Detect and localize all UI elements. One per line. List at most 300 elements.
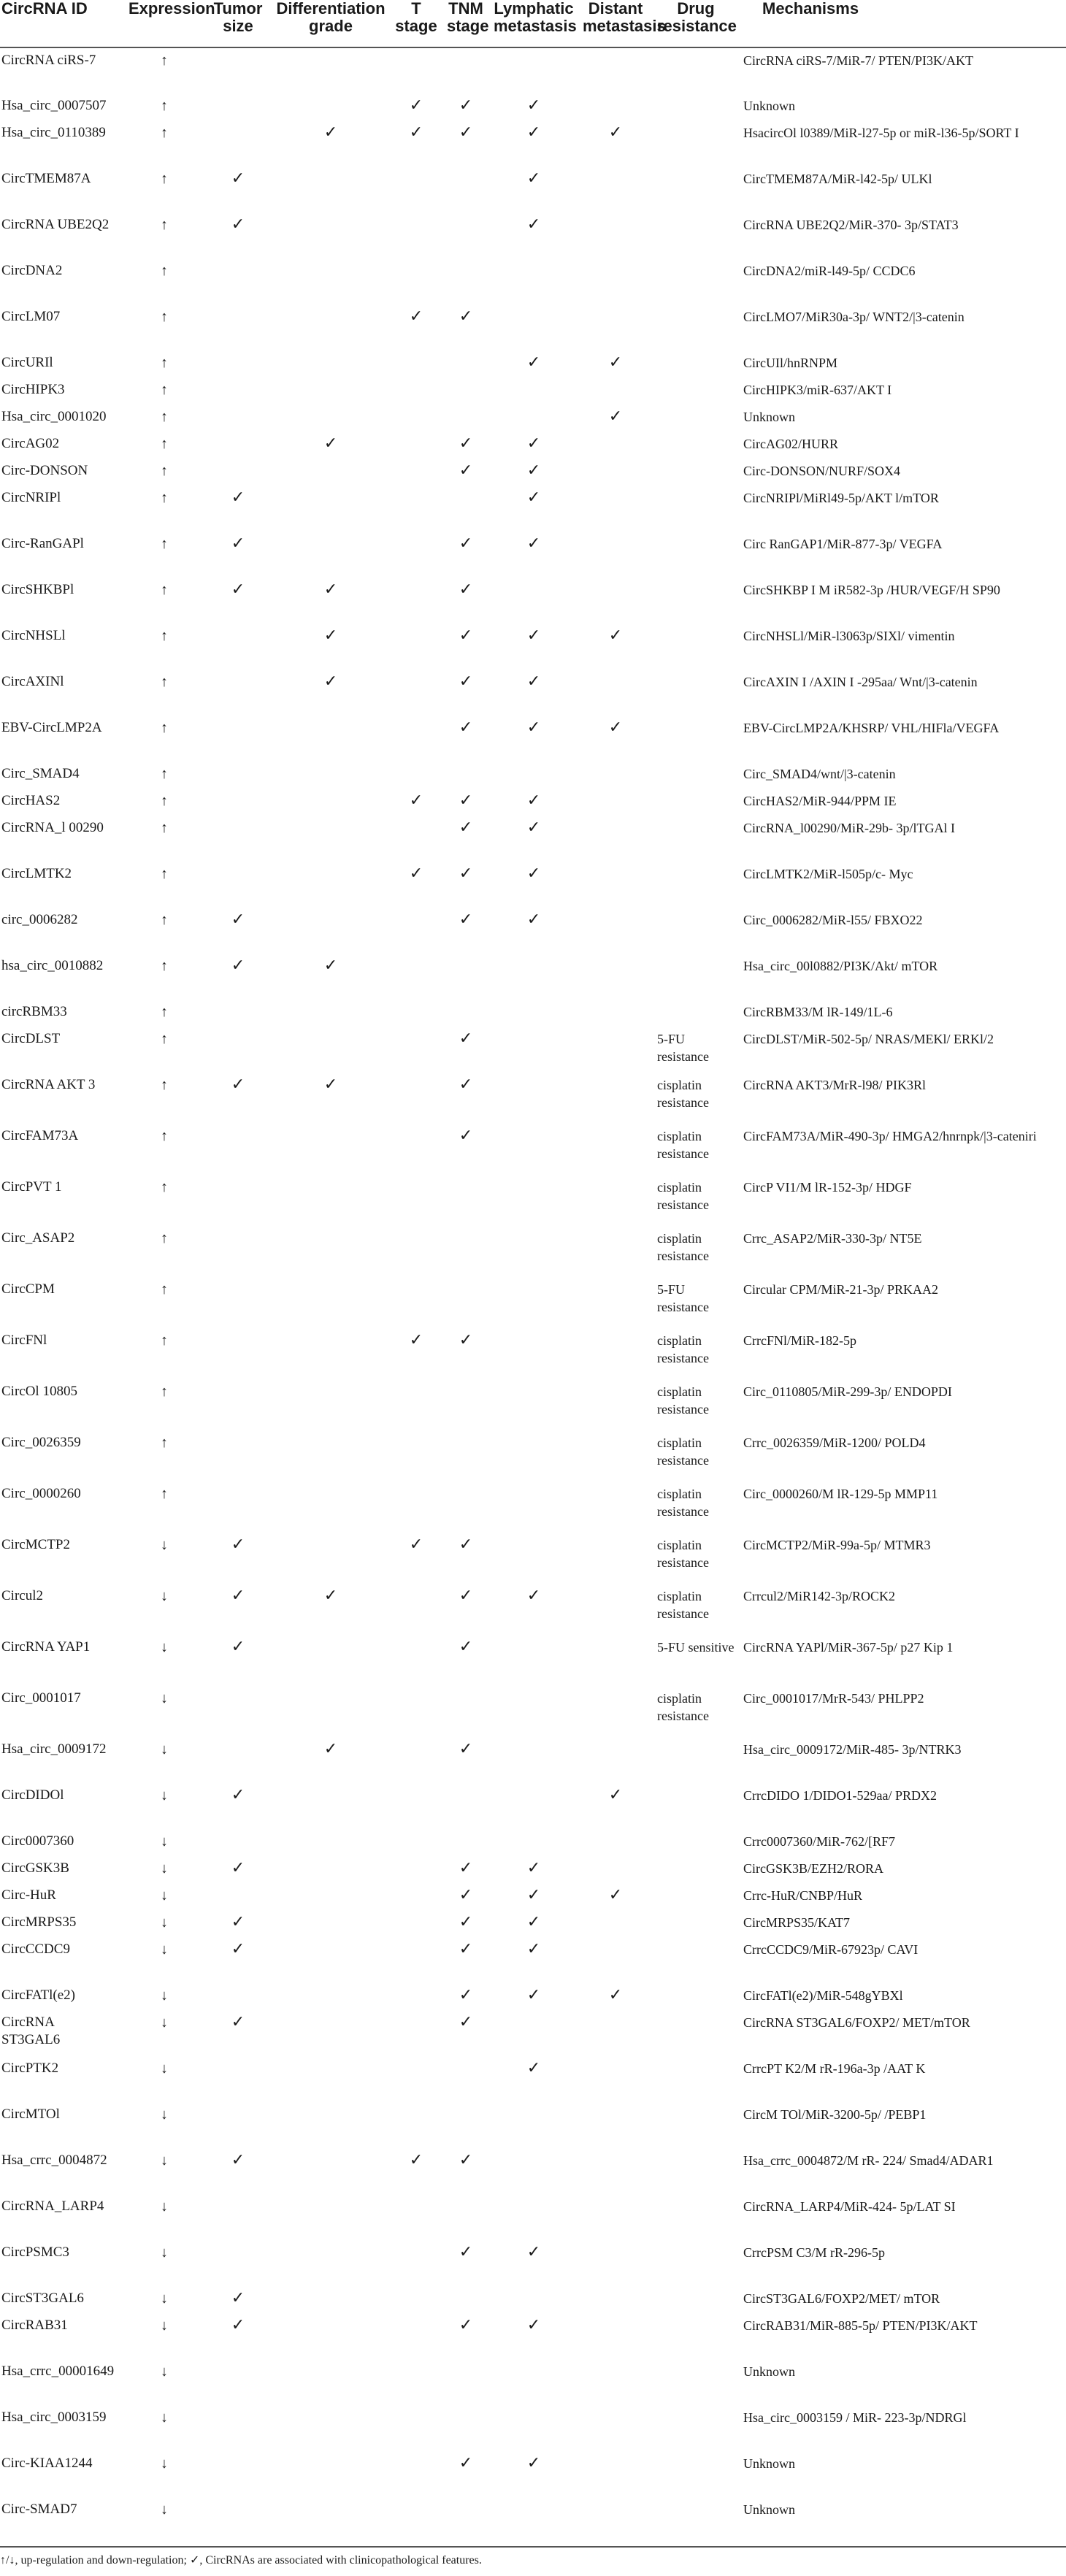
check-mark-icon: ✓: [409, 96, 423, 115]
table-body: [0, 47, 1066, 2543]
drug-resistance-cell: cisplatin resistance: [657, 1078, 709, 1110]
tumor-size-cell: [204, 93, 272, 120]
differentiation-grade-cell: [272, 459, 390, 486]
distant-metastasis-cell: [578, 1226, 653, 1277]
expression-cell: ↑: [161, 1486, 168, 1502]
check-mark-icon: ✓: [526, 1886, 541, 1904]
differentiation-grade-cell: [272, 1175, 390, 1226]
mechanisms-cell: Crrc0007360/MiR-762/[RF7: [743, 1834, 896, 1849]
tnm-stage-cell: [442, 258, 489, 304]
t-stage-cell: [390, 1883, 442, 1910]
check-mark-icon: ✓: [409, 123, 423, 142]
distant-metastasis-cell: [578, 1175, 653, 1226]
distant-metastasis-cell: [578, 2194, 653, 2240]
tumor-size-cell: [204, 908, 272, 954]
mechanisms-cell: CircMRPS35/KAT7: [743, 1915, 851, 1930]
check-mark-icon: ✓: [459, 1859, 473, 1877]
tumor-size-cell: [204, 1073, 272, 1124]
tumor-size-cell: [204, 1737, 272, 1783]
table-row: [0, 1000, 1066, 1027]
drug-resistance-cell: 5-FU sensitive: [657, 1640, 735, 1655]
check-mark-icon: ✓: [608, 1986, 623, 2004]
drug-resistance-cell: [653, 2056, 739, 2102]
check-mark-icon: ✓: [231, 2316, 245, 2334]
circrna-id-cell: CircHAS2: [1, 793, 61, 808]
tumor-size-cell: [204, 1124, 272, 1175]
lymphatic-metastasis-cell: [489, 304, 578, 350]
lymphatic-metastasis-cell: [489, 862, 578, 908]
circrna-id-cell: Circ_0000260: [1, 1486, 81, 1501]
table-row: [0, 258, 1066, 304]
table-row: [0, 1856, 1066, 1883]
expression-cell: ↑: [161, 1128, 168, 1144]
check-mark-icon: ✓: [526, 1587, 541, 1605]
expression-cell: ↑: [161, 263, 168, 279]
differentiation-grade-cell: [272, 350, 390, 377]
check-mark-icon: ✓: [231, 2151, 245, 2169]
table-row: [0, 624, 1066, 670]
distant-metastasis-cell: [578, 1379, 653, 1430]
check-mark-icon: ✓: [231, 1638, 245, 1656]
tnm-stage-cell: [442, 2286, 489, 2313]
circrna-id-cell: CircSHKBPl: [1, 582, 74, 597]
check-mark-icon: ✓: [231, 215, 245, 234]
drug-resistance-cell: [653, 166, 739, 212]
circrna-id-cell: CircRNA AKT 3: [1, 1077, 96, 1092]
differentiation-grade-cell: [272, 1533, 390, 1584]
circrna-id-cell: CircCCDC9: [1, 1941, 70, 1957]
expression-cell: ↓: [161, 2199, 168, 2215]
tumor-size-cell: [204, 862, 272, 908]
circrna-id-cell: Circ0007360: [1, 1833, 74, 1849]
check-mark-icon: ✓: [459, 461, 473, 480]
differentiation-grade-cell: [272, 1983, 390, 2010]
distant-metastasis-cell: [578, 2056, 653, 2102]
mechanisms-cell: Circ-DONSON/NURF/SOX4: [743, 464, 901, 478]
tnm-stage-cell: [442, 1856, 489, 1883]
expression-cell: ↑: [161, 1031, 168, 1047]
lymphatic-metastasis-cell: [489, 1783, 578, 1829]
tumor-size-cell: [204, 1829, 272, 1856]
table-row: [0, 1783, 1066, 1829]
tnm-stage-cell: [442, 212, 489, 258]
expression-cell: ↑: [161, 1230, 168, 1246]
mechanisms-cell: CrrcFNl/MiR-182-5p: [743, 1333, 856, 1348]
lymphatic-metastasis-cell: [489, 1737, 578, 1783]
t-stage-cell: [390, 2194, 442, 2240]
check-mark-icon: ✓: [231, 534, 245, 553]
expression-cell: ↑: [161, 912, 168, 928]
check-mark-icon: ✓: [608, 407, 623, 426]
mechanisms-cell: CircSHKBP I M iR582-3p /HUR/VEGF/H SP90: [743, 583, 1000, 597]
lymphatic-metastasis-cell: [489, 1481, 578, 1533]
check-mark-icon: ✓: [459, 718, 473, 737]
differentiation-grade-cell: [272, 908, 390, 954]
tumor-size-cell: [204, 405, 272, 432]
distant-metastasis-cell: [578, 908, 653, 954]
table-row: [0, 1737, 1066, 1783]
tumor-size-cell: [204, 1000, 272, 1027]
drug-resistance-cell: cisplatin resistance: [657, 1538, 709, 1570]
tnm-stage-cell: [442, 1430, 489, 1481]
differentiation-grade-cell: [272, 1226, 390, 1277]
drug-resistance-cell: cisplatin resistance: [657, 1691, 709, 1723]
lymphatic-metastasis-cell: [489, 258, 578, 304]
header-label: Distant metastasis: [583, 0, 666, 35]
tumor-size-cell: [204, 2313, 272, 2359]
table-row: [0, 2497, 1066, 2543]
expression-cell: ↑: [161, 582, 168, 598]
drug-resistance-cell: [653, 93, 739, 120]
lymphatic-metastasis-cell: [489, 908, 578, 954]
distant-metastasis-cell: [578, 47, 653, 93]
table-row: [0, 670, 1066, 716]
t-stage-cell: [390, 1983, 442, 2010]
tumor-size-cell: [204, 1027, 272, 1073]
tnm-stage-cell: [442, 2010, 489, 2056]
t-stage-cell: [390, 954, 442, 1000]
check-mark-icon: ✓: [459, 580, 473, 599]
distant-metastasis-cell: [578, 1430, 653, 1481]
drug-resistance-cell: [653, 532, 739, 578]
mechanisms-cell: CircHIPK3/miR-637/AKT I: [743, 383, 892, 397]
circrna-id-cell: CircRNA_l 00290: [1, 820, 104, 835]
drug-resistance-cell: [653, 716, 739, 762]
tnm-stage-cell: [442, 1073, 489, 1124]
circrna-id-cell: Circul2: [1, 1588, 43, 1603]
distant-metastasis-cell: [578, 1983, 653, 2010]
expression-cell: ↑: [161, 958, 168, 974]
expression-cell: ↑: [161, 98, 168, 114]
drug-resistance-cell: [653, 578, 739, 624]
lymphatic-metastasis-cell: [489, 716, 578, 762]
check-mark-icon: ✓: [459, 1740, 473, 1758]
table-row: [0, 1073, 1066, 1124]
t-stage-cell: [390, 2148, 442, 2194]
check-mark-icon: ✓: [409, 1331, 423, 1349]
lymphatic-metastasis-cell: [489, 1983, 578, 2010]
drug-resistance-cell: [653, 816, 739, 862]
check-mark-icon: ✓: [526, 123, 541, 142]
check-mark-icon: ✓: [459, 2243, 473, 2261]
check-mark-icon: ✓: [526, 461, 541, 480]
expression-cell: ↓: [161, 1741, 168, 1757]
lymphatic-metastasis-cell: [489, 2194, 578, 2240]
lymphatic-metastasis-cell: [489, 624, 578, 670]
t-stage-cell: [390, 2359, 442, 2405]
expression-cell: ↓: [161, 1914, 168, 1931]
tnm-stage-cell: [442, 762, 489, 789]
differentiation-grade-cell: [272, 1829, 390, 1856]
t-stage-cell: [390, 166, 442, 212]
differentiation-grade-cell: [272, 166, 390, 212]
circrna-id-cell: CircRNA_LARP4: [1, 2199, 104, 2214]
circrna-id-cell: CircRNA YAP1: [1, 1639, 91, 1655]
check-mark-icon: ✓: [231, 488, 245, 507]
differentiation-grade-cell: [272, 2102, 390, 2148]
circrna-id-cell: CircAG02: [1, 436, 60, 451]
circrna-id-cell: Hsa_circ_0110389: [1, 125, 106, 140]
table-row: [0, 405, 1066, 432]
expression-cell: ↓: [161, 1787, 168, 1803]
circrna-id-cell: CircPTK2: [1, 2061, 59, 2076]
check-mark-icon: ✓: [323, 1740, 338, 1758]
mechanisms-cell: Circ_0006282/MiR-l55/ FBXO22: [743, 913, 923, 927]
header-row: [0, 0, 1066, 47]
drug-resistance-cell: [653, 486, 739, 532]
tumor-size-cell: [204, 258, 272, 304]
drug-resistance-cell: [653, 2451, 739, 2497]
circrna-id-cell: CircFNl: [1, 1333, 47, 1348]
check-mark-icon: ✓: [409, 791, 423, 810]
tumor-size-cell: [204, 1910, 272, 1937]
mechanisms-cell: Crrc-HuR/CNBP/HuR: [743, 1888, 863, 1903]
tumor-size-cell: [204, 2056, 272, 2102]
distant-metastasis-cell: [578, 120, 653, 166]
distant-metastasis-cell: [578, 1124, 653, 1175]
check-mark-icon: ✓: [231, 1076, 245, 1094]
drug-resistance-cell: 5-FU resistance: [657, 1282, 709, 1314]
mechanisms-cell: Hsa_circ_00l0882/PI3K/Akt/ mTOR: [743, 959, 938, 973]
t-stage-cell: [390, 816, 442, 862]
mechanisms-cell: Crrc_0026359/MiR-1200/ POLD4: [743, 1435, 926, 1450]
expression-cell: ↓: [161, 2153, 168, 2169]
mechanisms-cell: CircUIl/hnRNPM: [743, 356, 838, 370]
drug-resistance-cell: [653, 954, 739, 1000]
check-mark-icon: ✓: [231, 1536, 245, 1554]
distant-metastasis-cell: [578, 2359, 653, 2405]
differentiation-grade-cell: [272, 670, 390, 716]
t-stage-cell: [390, 2497, 442, 2543]
distant-metastasis-cell: [578, 459, 653, 486]
drug-resistance-cell: cisplatin resistance: [657, 1435, 709, 1468]
tnm-stage-cell: [442, 1533, 489, 1584]
lymphatic-metastasis-cell: [489, 212, 578, 258]
distant-metastasis-cell: [578, 2405, 653, 2451]
circrna-id-cell: Hsa_circ_0003159: [1, 2410, 107, 2425]
mechanisms-cell: CircLMO7/MiR30a-3p/ WNT2/|3-catenin: [743, 310, 965, 324]
mechanisms-cell: CrrcCCDC9/MiR-67923p/ CAVI: [743, 1942, 919, 1957]
t-stage-cell: [390, 1584, 442, 1635]
distant-metastasis-cell: [578, 670, 653, 716]
t-stage-cell: [390, 1910, 442, 1937]
differentiation-grade-cell: [272, 954, 390, 1000]
mechanisms-cell: CircM TOl/MiR-3200-5p/ /PEBP1: [743, 2107, 927, 2122]
check-mark-icon: ✓: [526, 215, 541, 234]
differentiation-grade-cell: [272, 762, 390, 789]
mechanisms-cell: CircTMEM87A/MiR-l42-5p/ ULKl: [743, 172, 932, 186]
lymphatic-metastasis-cell: [489, 670, 578, 716]
table-row: [0, 1910, 1066, 1937]
tumor-size-cell: [204, 1328, 272, 1379]
circrna-id-cell: Hsa_circ_0001020: [1, 409, 107, 424]
tnm-stage-cell: [442, 166, 489, 212]
lymphatic-metastasis-cell: [489, 1430, 578, 1481]
mechanisms-cell: CircFATl(e2)/MiR-548gYBXl: [743, 1988, 903, 2003]
header-label: Expression: [129, 0, 215, 18]
tnm-stage-cell: [442, 2148, 489, 2194]
expression-cell: ↑: [161, 720, 168, 736]
tumor-size-cell: [204, 2240, 272, 2286]
mechanisms-cell: Crrcul2/MiR142-3p/ROCK2: [743, 1589, 896, 1603]
tnm-stage-cell: [442, 2102, 489, 2148]
drug-resistance-cell: cisplatin resistance: [657, 1231, 709, 1263]
table-row: [0, 166, 1066, 212]
circrna-id-cell: CircHIPK3: [1, 382, 65, 397]
tumor-size-cell: [204, 459, 272, 486]
drug-resistance-cell: [653, 762, 739, 789]
differentiation-grade-cell: [272, 624, 390, 670]
header-circrna-id: [0, 0, 124, 47]
circrna-id-cell: CircNRIPl: [1, 490, 61, 505]
drug-resistance-cell: cisplatin resistance: [657, 1487, 709, 1519]
table-row: [0, 212, 1066, 258]
differentiation-grade-cell: [272, 1910, 390, 1937]
expression-cell: ↑: [161, 1077, 168, 1093]
table-row: [0, 1175, 1066, 1226]
check-mark-icon: ✓: [526, 1940, 541, 1958]
table-row: [0, 1328, 1066, 1379]
table-row: [0, 93, 1066, 120]
distant-metastasis-cell: [578, 1783, 653, 1829]
t-stage-cell: [390, 1328, 442, 1379]
table-row: [0, 2405, 1066, 2451]
drug-resistance-cell: [653, 1983, 739, 2010]
distant-metastasis-cell: [578, 1686, 653, 1737]
circrna-id-cell: CircDLST: [1, 1031, 61, 1046]
circrna-id-cell: Circ_0001017: [1, 1690, 81, 1706]
lymphatic-metastasis-cell: [489, 1937, 578, 1983]
t-stage-cell: [390, 1533, 442, 1584]
tumor-size-cell: [204, 1430, 272, 1481]
distant-metastasis-cell: [578, 1533, 653, 1584]
expression-cell: ↓: [161, 1887, 168, 1904]
mechanisms-cell: Crrc_ASAP2/MiR-330-3p/ NT5E: [743, 1231, 922, 1246]
mechanisms-cell: CircRNA_LARP4/MiR-424- 5p/LAT SI: [743, 2199, 956, 2214]
tumor-size-cell: [204, 1783, 272, 1829]
tnm-stage-cell: [442, 1226, 489, 1277]
differentiation-grade-cell: [272, 532, 390, 578]
differentiation-grade-cell: [272, 1737, 390, 1783]
circrna-id-cell: CircTMEM87A: [1, 171, 91, 186]
check-mark-icon: ✓: [526, 819, 541, 837]
lymphatic-metastasis-cell: [489, 2451, 578, 2497]
lymphatic-metastasis-cell: [489, 1584, 578, 1635]
check-mark-icon: ✓: [526, 434, 541, 453]
table-row: [0, 2240, 1066, 2286]
differentiation-grade-cell: [272, 2148, 390, 2194]
header-label: TNM stage: [447, 0, 489, 35]
table-row: [0, 1379, 1066, 1430]
t-stage-cell: [390, 716, 442, 762]
drug-resistance-cell: [653, 2102, 739, 2148]
mechanisms-cell: CircP VI1/M lR-152-3p/ HDGF: [743, 1180, 912, 1195]
distant-metastasis-cell: [578, 212, 653, 258]
check-mark-icon: ✓: [409, 2151, 423, 2169]
check-mark-icon: ✓: [526, 534, 541, 553]
tnm-stage-cell: [442, 1686, 489, 1737]
distant-metastasis-cell: [578, 258, 653, 304]
circrna-id-cell: CircST3GAL6: [1, 2291, 84, 2306]
lymphatic-metastasis-cell: [489, 1856, 578, 1883]
circrna-id-cell: CircDNA2: [1, 263, 63, 278]
check-mark-icon: ✓: [323, 1587, 338, 1605]
lymphatic-metastasis-cell: [489, 1226, 578, 1277]
table-row: [0, 120, 1066, 166]
tumor-size-cell: [204, 486, 272, 532]
circrna-id-cell: CircGSK3B: [1, 1860, 69, 1876]
circrna-id-cell: Circ-DONSON: [1, 463, 88, 478]
differentiation-grade-cell: [272, 1027, 390, 1073]
drug-resistance-cell: cisplatin resistance: [657, 1129, 709, 1161]
check-mark-icon: ✓: [323, 626, 338, 645]
table-row: [0, 954, 1066, 1000]
circrna-id-cell: Circ-HuR: [1, 1887, 56, 1903]
differentiation-grade-cell: [272, 2194, 390, 2240]
lymphatic-metastasis-cell: [489, 954, 578, 1000]
expression-cell: ↑: [161, 1435, 168, 1451]
mechanisms-cell: Circ RanGAP1/MiR-877-3p/ VEGFA: [743, 537, 943, 551]
circrna-id-cell: Hsa_circ_0009172: [1, 1741, 107, 1757]
check-mark-icon: ✓: [459, 2013, 473, 2031]
mechanisms-cell: CircRNA YAPl/MiR-367-5p/ p27 Kip 1: [743, 1640, 954, 1655]
lymphatic-metastasis-cell: [489, 2313, 578, 2359]
circrna-id-cell: CircCPM: [1, 1281, 55, 1297]
check-mark-icon: ✓: [526, 2059, 541, 2077]
mechanisms-cell: CrrcDIDO 1/DIDO1-529aa/ PRDX2: [743, 1788, 937, 1803]
expression-cell: ↓: [161, 2061, 168, 2077]
lymphatic-metastasis-cell: [489, 2056, 578, 2102]
lymphatic-metastasis-cell: [489, 532, 578, 578]
drug-resistance-cell: [653, 908, 739, 954]
check-mark-icon: ✓: [526, 626, 541, 645]
circrna-id-cell: Circ_ASAP2: [1, 1230, 75, 1246]
check-mark-icon: ✓: [459, 1127, 473, 1145]
drug-resistance-cell: [653, 2010, 739, 2056]
circrna-id-cell: CircPVT 1: [1, 1179, 62, 1195]
circrna-id-cell: Hsa_crrc_00001649: [1, 2364, 115, 2379]
check-mark-icon: ✓: [323, 672, 338, 691]
check-mark-icon: ✓: [526, 865, 541, 883]
expression-cell: ↑: [161, 125, 168, 141]
tumor-size-cell: [204, 2497, 272, 2543]
check-mark-icon: ✓: [608, 353, 623, 372]
check-mark-icon: ✓: [459, 911, 473, 929]
check-mark-icon: ✓: [459, 1030, 473, 1048]
drug-resistance-cell: cisplatin resistance: [657, 1589, 709, 1621]
drug-resistance-cell: [653, 405, 739, 432]
mechanisms-cell: CircLMTK2/MiR-l505p/c- Myc: [743, 867, 913, 881]
t-stage-cell: [390, 1783, 442, 1829]
differentiation-grade-cell: [272, 862, 390, 908]
t-stage-cell: [390, 1481, 442, 1533]
tnm-stage-cell: [442, 624, 489, 670]
tnm-stage-cell: [442, 954, 489, 1000]
check-mark-icon: ✓: [526, 1859, 541, 1877]
tumor-size-cell: [204, 1937, 272, 1983]
t-stage-cell: [390, 862, 442, 908]
check-mark-icon: ✓: [608, 718, 623, 737]
differentiation-grade-cell: [272, 789, 390, 816]
check-mark-icon: ✓: [526, 791, 541, 810]
t-stage-cell: [390, 459, 442, 486]
drug-resistance-cell: [653, 2286, 739, 2313]
tnm-stage-cell: [442, 862, 489, 908]
expression-cell: ↑: [161, 674, 168, 690]
tnm-stage-cell: [442, 2194, 489, 2240]
check-mark-icon: ✓: [526, 1913, 541, 1931]
tumor-size-cell: [204, 1379, 272, 1430]
